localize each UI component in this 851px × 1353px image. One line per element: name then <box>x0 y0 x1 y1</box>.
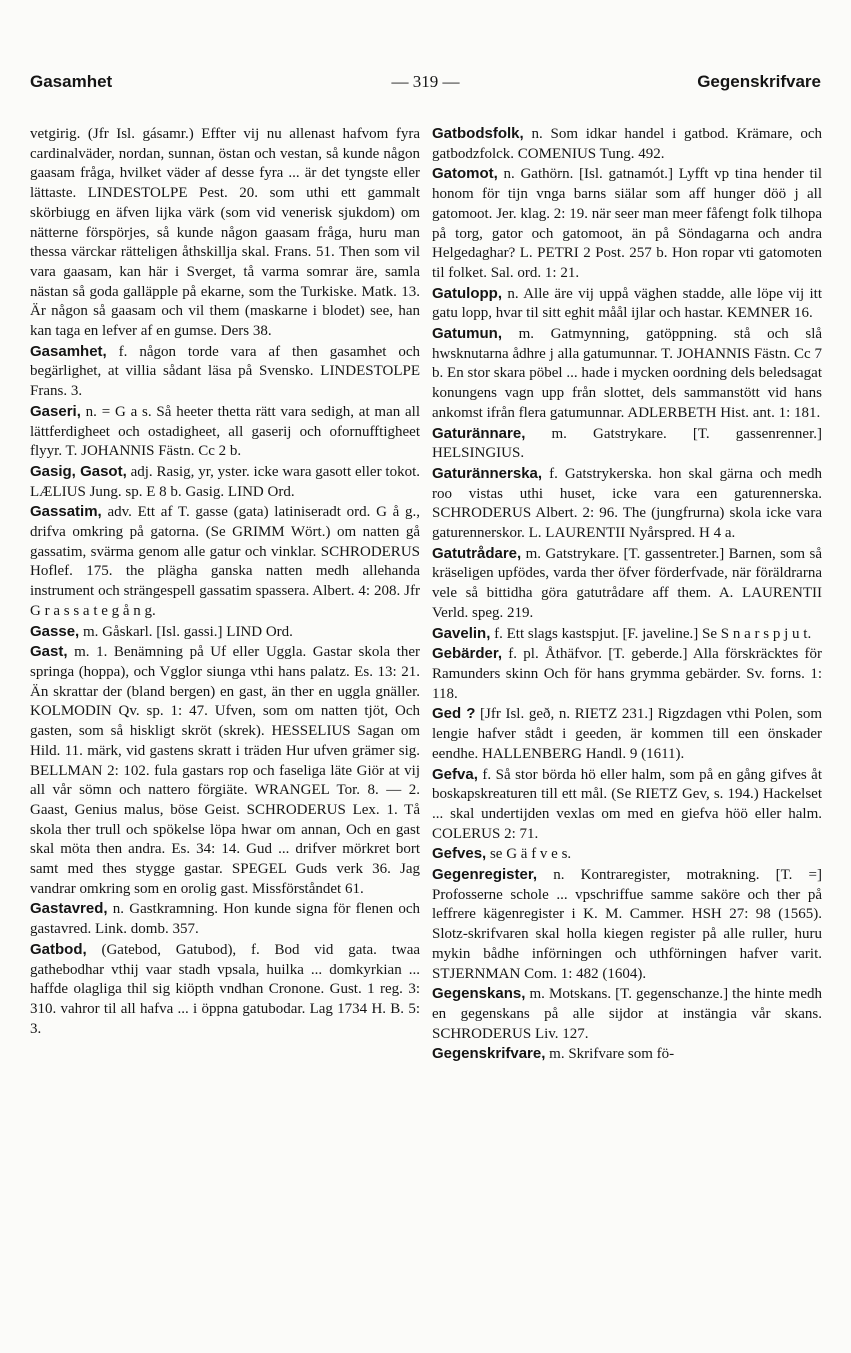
grammar: n. <box>553 867 565 884</box>
entry <box>432 124 822 164</box>
definition: vetgirig. (Jfr Isl. gásamr.) Effter vij nu allenast hafvom fyra cardinalväder, nordan, sunnan, östan och vestan, så kunde någon gaasam fråga, hvilket väder af desse fyra ... är det tyngste eller lättaste. LINDESTOLPE Pest. 20. som uthi ett gammalt skörbiugg en äfven lijka värk (som vid venerisk sjukdom) om nätterne förspörjes, så kunde någon gaasam fråga, huru man thessa värckar rätteligen åthskillja skal. Frans. 51. Then som vil vara gaasam, kan här i Sverget, tå varma somrar äre, samla nästan så goda galläpple på ekarne, som the Turkiske. Matk. 13. Är någon så gaasam och vil them (maskarne i blodet) see, han kan taga en lefver af en gumse. Ders 38. <box>30 126 420 340</box>
definition: Gatstrykerska. hon skal gärna och medh roo vistas uthi huset, icke vara een gaturennerska. SCHRODERUS Albert. 2: 96. The (jungfrurna) skola icke vara gaturennerskor. L. LAURENTII Nyårspred. H 4 a. <box>432 465 823 542</box>
definition: Så stor börda hö eller halm, som på en gång gifves åt boskapskreaturen till ett mål. (Se RIETZ Gev, s. 194.) Hackelset ... skal undertijden vexlas om med en giefva höö eller halm. COLERUS 2: 71. <box>432 766 823 842</box>
grammar: f. <box>494 625 503 642</box>
entry <box>432 164 822 283</box>
entry <box>432 1044 822 1065</box>
headword: Gatulopp, <box>432 284 502 302</box>
entry <box>30 940 420 1040</box>
definition: = G a s. Så heeter thetta rätt vara sedigh, at man all lättferdigheet och ostadigheet, all gaserij och ofornufftigheet flyyr. T. JOHANNIS Fästn. Cc 2 b. <box>30 403 421 460</box>
definition: Gåskarl. [Isl. gassi.] LIND Ord. <box>102 623 293 640</box>
definition: Gathörn. [Isl. gatnamót.] Lyfft vp tina hender til honom för tijn vnga barns siälar som aff hunger döö j all gatomoot. Jer. klag. 2: 19. när seer man meer fåfengt folk tilhopa på torg, gator och gatomoot, än på Söndagarna och andra Helgedaghar? L. PETRI 2 Post. 257 b. Hon ropar vti gatomoten til folket. Sal. ord. 1: 21. <box>432 166 822 281</box>
entry <box>432 704 822 764</box>
headword: Ged ? <box>432 705 476 723</box>
entry <box>30 502 420 621</box>
grammar: (Gatebod, Gatubod), f. <box>101 941 260 958</box>
definition: se G ä f v e s. <box>489 846 572 863</box>
headword: Gasse, <box>30 622 80 640</box>
headword: Gatbodsfolk, <box>432 125 524 142</box>
headword: Gast, <box>30 643 68 661</box>
headword: Gasamhet, <box>30 342 107 360</box>
headword: Gavelin, <box>432 624 491 642</box>
headword: Gefva, <box>432 765 478 783</box>
entry <box>30 342 420 402</box>
grammar: m. <box>551 425 567 442</box>
entry <box>432 644 822 704</box>
headword: Gaturännare, <box>432 424 526 442</box>
grammar: m. <box>529 986 545 1003</box>
entry <box>432 424 822 464</box>
entry <box>30 642 420 899</box>
entry <box>432 544 822 624</box>
entry <box>432 765 822 845</box>
definition: Ett slags kastspjut. [F. javeline.] Se S n a r s p j u t. <box>506 625 812 642</box>
left-column <box>30 124 420 1039</box>
grammar: n. <box>112 901 125 918</box>
definition: Kontraregister, motrakning. [T. =] Profosserne schole ... vpschriffue samme saköre och ther på leffrere kägenregister i K. M. Cammer. HSH 27: 98 (1565). Slotz-skrifvaren skal holla kiegen register på alle ruller, huru mykin bådhe införningen och uthförningen hafver varit. STJERNMAN Com. 1: 482 (1604). <box>432 867 823 982</box>
headword: Gebärder, <box>432 645 503 663</box>
entry <box>432 844 822 865</box>
entry <box>30 462 420 502</box>
definition: Gatstrykare. [T. gassenrenner.] HELSINGIUS. <box>432 425 823 462</box>
headword: Gatumun, <box>432 325 502 343</box>
grammar: m. <box>549 1046 565 1063</box>
entry <box>30 402 420 462</box>
definition: Gastkramning. Hon kunde signa för flenen och gastavred. Link. domb. 357. <box>30 901 421 938</box>
grammar: m. <box>518 326 535 343</box>
definition: Motskans. [T. gegenschanze.] the hinte medh en gegenskans på alle sijdor at instängia vår skans. SCHRODERUS Liv. 127. <box>432 986 823 1042</box>
entry <box>30 899 420 939</box>
definition: Ett af T. gasse (gata) latiniseradt ord. G å g., drifva omkring på gatorna. (Se GRIMM Wört.) om natten gå gassatim, svärma genom alle gatur och vinklar. SCHRODERUS Hoflef. 175. the plägha ganska natten medh allehanda instrument och strängespell gassatim spassera. Albert. 4: 208. Jfr G r a s s a t e g å n g. <box>30 504 421 619</box>
headword: Gassatim, <box>30 503 102 521</box>
entry <box>432 624 822 645</box>
page-header <box>30 72 821 96</box>
grammar: f. <box>482 766 492 783</box>
headword: Gegenskrifvare, <box>432 1045 546 1063</box>
headword: Gefves, <box>432 845 487 863</box>
grammar: n. <box>531 126 543 142</box>
headword: Gegenregister, <box>432 866 538 884</box>
headword: Gatutrådare, <box>432 544 522 562</box>
definition: Som idkar handel i gatbod. Krämare, och gatbodzfolck. COMENIUS Tung. 492. <box>432 126 823 162</box>
entry <box>432 865 822 984</box>
grammar: n. <box>85 403 97 420</box>
headword: Gatomot, <box>432 165 498 183</box>
headword: Gaseri, <box>30 402 81 420</box>
definition: Åthäfvor. [T. geberde.] Alla förskräcktes för Ramunders skinn Och för hans grymma gebärder. Sv. forns. 1: 118. <box>432 646 823 702</box>
running-head-right: Gegenskrifvare <box>697 72 821 91</box>
entry <box>432 324 822 424</box>
entry <box>30 124 420 342</box>
right-column <box>432 124 822 1065</box>
definition: 1. Benämning på Uf eller Uggla. Gastar skola ther springa (hoppa), och Vgglor siunga vthi hans palatz. Es. 13: 21. Än skrattar der (bland bergen) en gast, än ther en uggla gnäller. KOLMODIN Qv. sp. 1: 47. Ufven, som om natten tjöt, Och gasten, som så hiskligt skröt (skrek). HESSELIUS Sagan om Hild. 11. märk, vid gastens skratt i träden Hur ufven grämer sig. BELLMAN 2: 102. fula gastars rop och faseliga läte Giör at vij all vår sömn och nattero förgiäte. WRANGEL Tor. 8. — 2. Gaast, Genius malus, böse Geist. SCHRODERUS Lex. 1. Tå skola ther trull och spökelse löpa hwar om annan, Och en gast skal möta then andra. Es. 34: 14. Gud ... drifver mörkret bort samt med thes stygge gastar. SPEGEL Guds verk 36. Jag vandrar omkring som en orolig gast. Missförståndet 61. <box>30 644 421 897</box>
definition: [Jfr Isl. geð, n. RIETZ 231.] Rigzdagen vthi Polen, som lengie hafver stådt i geeden, är kommen till een önskader eendhe. HALLENBERG Handl. 9 (1611). <box>432 706 822 762</box>
grammar: m. <box>82 623 99 640</box>
running-head-left: Gasamhet <box>30 72 113 91</box>
entry <box>432 464 822 544</box>
page-number: — 319 — <box>391 72 460 91</box>
definition: Skrifvare som fö- <box>568 1046 675 1063</box>
entry <box>30 622 420 643</box>
headword: Gastavred, <box>30 900 108 918</box>
headword: Gasig, Gasot, <box>30 462 127 480</box>
definition: Gatmynning, gatöppning. stå och slå hwsknutarna ådhre j alla gatumunnar. T. JOHANNIS Fästn. Cc 7 b. En stor skara pöbel ... hade i mycken oordning dels beledsagat konungens vagn upp från slottet, dels sammanstött vid hans ankomst ifrån flera gatumunnar. ADLERBETH Hist. ant. 1: 181. <box>432 326 823 421</box>
grammar: adv. <box>107 504 132 521</box>
grammar: f. pl. <box>508 646 539 663</box>
definition: Bod vid gata. twaa gathebodhar vthij vaar stadh vpsala, huilka ... domkyrkian ... haffde olagliga thil sig kiöpth vndhan Cronone. Gust. 1 reg. 3: 310. vahror til all hafva ... i öppna gatubodar. Lag 1734 H. B. 5: 3. <box>30 941 421 1037</box>
definition: Gatstrykare. [T. gassentreter.] Barnen, som så kräseligen upfödes, varda ther öfver förderfvade, när föräldrarna vele så bittidha göra gatutrådare aff them. A. LAURENTII Verld. speg. 219. <box>432 545 822 621</box>
grammar: n. <box>503 166 515 183</box>
grammar: m. <box>74 644 90 661</box>
headword: Gegenskans, <box>432 985 526 1003</box>
grammar: n. <box>507 285 519 302</box>
definition: Rasig, yr, yster. icke wara gasott eller tokot. LÆLIUS Jung. sp. E 8 b. Gasig. LIND Ord. <box>30 463 420 500</box>
headword: Gaturännerska, <box>432 464 543 482</box>
grammar: adj. <box>130 463 153 480</box>
definition: Alle äre vij uppå väghen stadde, alle löpe vij itt gatu lopp, hvar til sitt eghit måål ijlar och hastar. KEMNER 16. <box>432 285 822 322</box>
entry <box>432 984 822 1044</box>
definition: någon torde vara af then gasamhet och begärlighet, at villia sådant läsa på Svensko. LINDESTOLPE Frans. 3. <box>30 343 420 400</box>
grammar: f. <box>118 343 128 360</box>
grammar: f. <box>549 465 558 482</box>
entry <box>432 284 822 324</box>
headword: Gatbod, <box>30 940 87 958</box>
grammar: m. <box>525 545 542 562</box>
